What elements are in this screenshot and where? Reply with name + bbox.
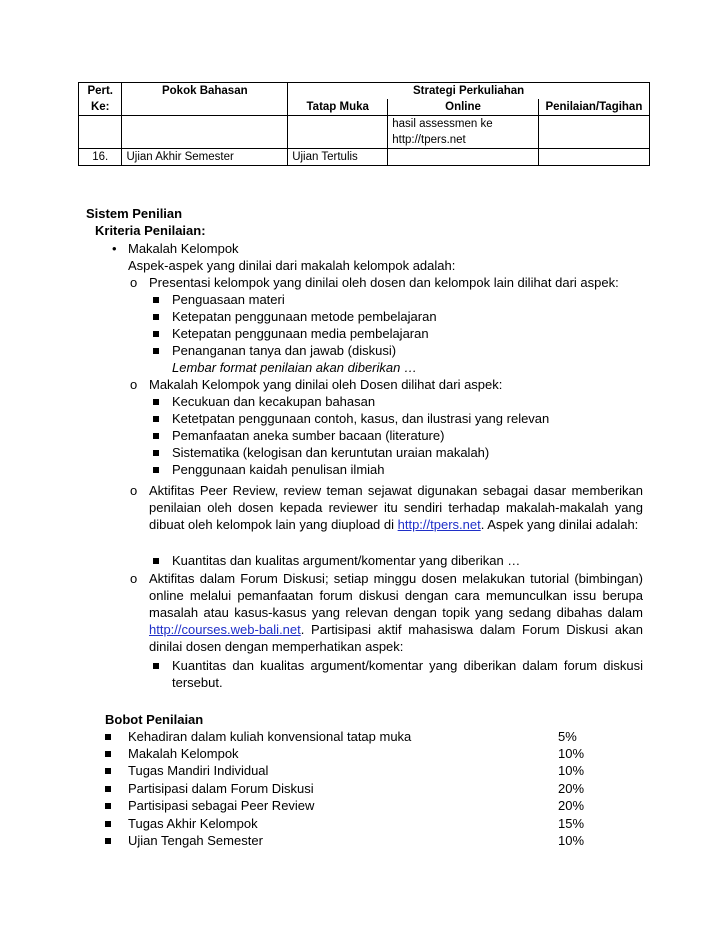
forum-text-after: . Partisipasi aktif mahasiswa dalam Forum Diskusi akan dinilai dosen dengan memperhatikan aspek: [149, 622, 643, 654]
square-bullet-icon [105, 821, 111, 827]
header-pokok-bahasan: Pokok Bahasan [122, 83, 288, 116]
makalah-kelompok-item: Makalah Kelompok [128, 241, 239, 256]
presentasi-item: Ketepatan penggunaan metode pembelajaran [172, 309, 437, 324]
square-bullet-icon [153, 331, 159, 337]
prev-online-line2: http://tpers.net [392, 134, 466, 146]
makalah-dosen-item: Pemanfaatan aneka sumber bacaan (literature) [172, 428, 445, 443]
bobot-row [105, 728, 625, 745]
header-pert-line2: Ke: [90, 101, 110, 113]
section-title-sistem: Sistem Penilian [86, 206, 183, 221]
makalah-dosen-item: Ketetpatan penggunaan contoh, kasus, dan ilustrasi yang relevan [172, 411, 550, 426]
header-pert-line1: Pert. [87, 85, 114, 97]
square-bullet-icon [153, 314, 159, 320]
header-online: Online [388, 99, 539, 116]
prev-online-line1: hasil assessmen ke [392, 118, 493, 130]
circle-bullet-icon: o [130, 275, 138, 290]
prev-cell-tatap [288, 116, 388, 149]
square-bullet-icon [153, 663, 159, 669]
circle-bullet-icon: o [130, 571, 138, 586]
bobot-label: Ujian Tengah Semester [128, 833, 263, 848]
square-bullet-icon [153, 399, 159, 405]
header-strategi: Strategi Perkuliahan [288, 83, 650, 100]
square-bullet-icon [105, 803, 111, 809]
square-bullet-icon [153, 348, 159, 354]
bobot-label: Makalah Kelompok [128, 746, 239, 761]
bobot-label: Tugas Akhir Kelompok [128, 816, 258, 831]
bobot-label: Partisipasi sebagai Peer Review [128, 798, 315, 813]
tpers-link[interactable]: http://tpers.net [397, 517, 481, 532]
prev-cell-penilaian [538, 116, 649, 149]
square-bullet-icon [153, 467, 159, 473]
courses-link[interactable]: http://courses.web-bali.net [149, 622, 301, 637]
bobot-percent: 10% [558, 833, 585, 848]
kriteria-heading: Kriteria Penilaian: [95, 223, 206, 238]
bobot-percent: 20% [558, 781, 585, 796]
peer-review-item: Kuantitas dan kualitas argument/komentar yang diberikan … [172, 553, 521, 568]
square-bullet-icon [105, 734, 111, 740]
aspek-intro: Aspek-aspek yang dinilai dari makalah kelompok adalah: [128, 258, 456, 273]
presentasi-title: Presentasi kelompok yang dinilai oleh dosen dan kelompok lain dilihat dari aspek: [149, 275, 619, 290]
bobot-label: Partisipasi dalam Forum Diskusi [128, 781, 314, 796]
presentasi-note: Lembar format penilaian akan diberikan … [172, 360, 417, 375]
course-table [78, 82, 650, 166]
forum-paragraph [149, 570, 643, 655]
circle-bullet-icon: o [130, 483, 138, 498]
forum-item: Kuantitas dan kualitas argument/komentar yang diberikan dalam forum diskusi tersebut. [172, 658, 643, 690]
prev-cell-num [79, 116, 122, 149]
peer-text-after: . Aspek yang dinilai adalah: [480, 517, 639, 532]
bobot-percent: 20% [558, 798, 585, 813]
peer-review-paragraph [149, 482, 643, 533]
row16-pokok: Ujian Akhir Semester [122, 149, 288, 166]
bullet-dot-icon: • [112, 241, 117, 256]
circle-bullet-icon: o [130, 377, 138, 392]
square-bullet-icon [105, 838, 111, 844]
bobot-row [105, 780, 625, 797]
square-bullet-icon [105, 751, 111, 757]
header-tatap-muka: Tatap Muka [288, 99, 388, 116]
prev-cell-online [388, 116, 539, 149]
row16-online [388, 149, 539, 166]
presentasi-item: Penanganan tanya dan jawab (diskusi) [172, 343, 397, 358]
makalah-dosen-item: Penggunaan kaidah penulisan ilmiah [172, 462, 385, 477]
bobot-row [105, 745, 625, 762]
header-pert [79, 83, 122, 116]
bobot-percent: 10% [558, 763, 585, 778]
bobot-percent: 10% [558, 746, 585, 761]
row16-tatap: Ujian Tertulis [288, 149, 388, 166]
bobot-heading: Bobot Penilaian [105, 712, 204, 727]
makalah-dosen-item: Sistematika (kelogisan dan keruntutan uraian makalah) [172, 445, 490, 460]
row16-penilaian [538, 149, 649, 166]
square-bullet-icon [153, 558, 159, 564]
row16-num: 16. [79, 149, 122, 166]
bobot-label: Tugas Mandiri Individual [128, 763, 269, 778]
square-bullet-icon [153, 297, 159, 303]
presentasi-item: Ketepatan penggunaan media pembelajaran [172, 326, 429, 341]
bobot-percent: 15% [558, 816, 585, 831]
bobot-label: Kehadiran dalam kuliah konvensional tatap muka [128, 729, 412, 744]
makalah-dosen-title: Makalah Kelompok yang dinilai oleh Dosen dilihat dari aspek: [149, 377, 503, 392]
presentasi-item: Penguasaan materi [172, 292, 285, 307]
bobot-row [105, 832, 625, 849]
square-bullet-icon [153, 433, 159, 439]
bobot-row [105, 762, 625, 779]
forum-text-before: Aktifitas dalam Forum Diskusi; setiap minggu dosen melakukan tutorial (bimbingan) online melalui pemanfaatan forum diskusi dengan cara memunculkan issu berupa masalah atau kasus-kasus yang relevan dengan topik yang sedang dibahas dalam [149, 571, 643, 620]
bobot-percent: 5% [558, 729, 577, 744]
makalah-dosen-item: Kecukuan dan kecakupan bahasan [172, 394, 376, 409]
peer-text-before: Aktifitas Peer Review, review teman sejawat digunakan sebagai dasar memberikan penilaian oleh dosen kepada reviewer itu sendiri terhadap makalah-makalah yang dibuat oleh kelompok lain yang diupload di [149, 483, 643, 532]
square-bullet-icon [105, 786, 111, 792]
square-bullet-icon [105, 768, 111, 774]
bobot-row [105, 815, 625, 832]
header-penilaian: Penilaian/Tagihan [538, 99, 649, 116]
bobot-row [105, 797, 625, 814]
square-bullet-icon [153, 416, 159, 422]
square-bullet-icon [153, 450, 159, 456]
prev-cell-pokok [122, 116, 288, 149]
